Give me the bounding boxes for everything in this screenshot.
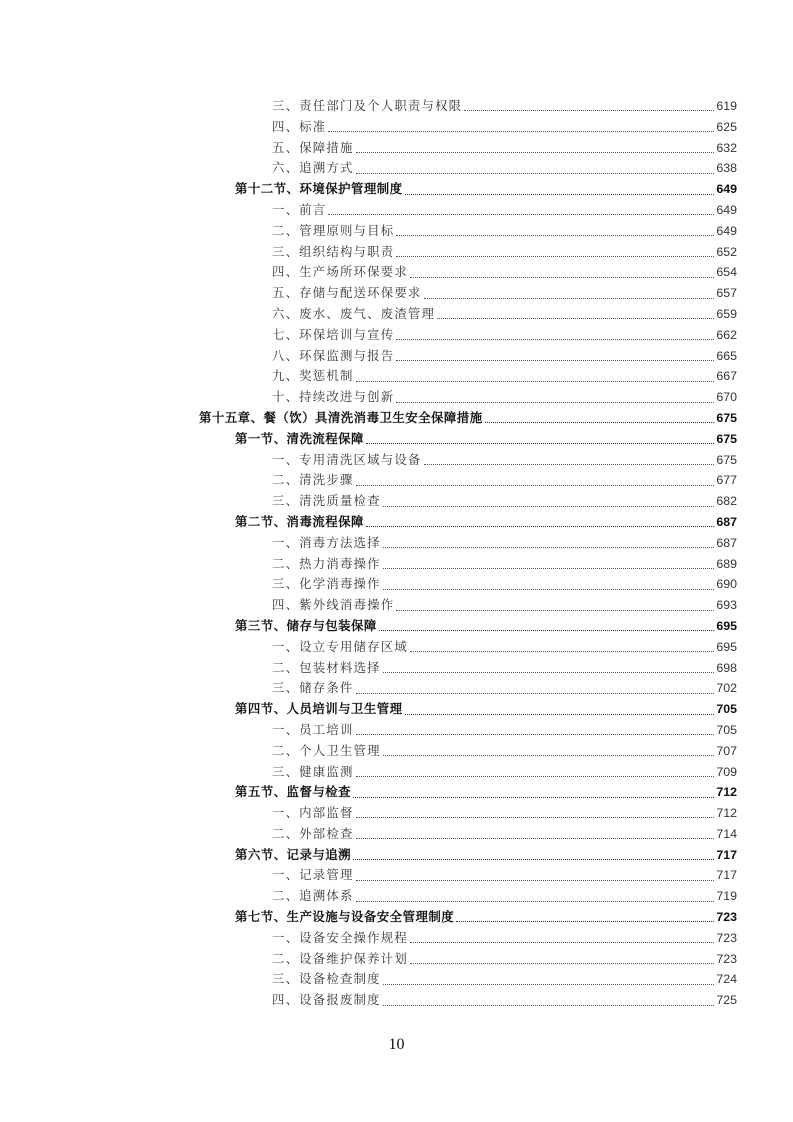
dot-leader [456,921,714,922]
toc-subsection-entry[interactable] [272,325,737,346]
toc-entry-title: 六、废水、废气、废渣管理 [272,305,436,321]
dot-leader [410,277,714,278]
dot-leader [383,589,715,590]
toc-chapter-entry[interactable] [199,408,737,429]
toc-entry-page: 619 [716,99,737,113]
toc-entry-title: 第六节、记录与追溯 [235,846,352,862]
toc-entry-page: 659 [716,306,737,321]
toc-subsection-entry[interactable] [272,969,737,990]
toc-section-entry[interactable] [235,845,737,866]
toc-entry-title: 第十五章、餐（饮）具清洗消毒卫生安全保障措施 [199,409,483,425]
dot-leader [410,651,714,652]
toc-entry-title: 二、管理原则与目标 [272,222,395,238]
toc-subsection-entry[interactable] [272,262,737,283]
toc-section-entry[interactable] [235,512,737,533]
toc-entry-page: 649 [716,202,737,217]
toc-entry-title: 第三节、储存与包装保障 [235,617,377,633]
toc-entry-title: 第一节、清洗流程保障 [235,430,364,446]
toc-entry-page: 714 [716,826,737,841]
toc-entry-page: 687 [716,514,737,529]
toc-entry-title: 第四节、人员培训与卫生管理 [235,701,403,717]
dot-leader [464,110,714,111]
toc-subsection-entry[interactable] [272,741,737,762]
toc-entry-title: 三、清洗质量检查 [272,493,381,509]
toc-subsection-entry[interactable] [272,366,737,387]
toc-subsection-entry[interactable] [272,865,737,886]
toc-subsection-entry[interactable] [272,304,737,325]
toc-entry-title: 一、员工培训 [272,721,354,737]
toc-subsection-entry[interactable] [272,762,737,783]
toc-entry-title: 二、设备维护保养计划 [272,950,408,966]
dot-leader [405,714,715,715]
dot-leader [328,131,714,132]
dot-leader [366,443,714,444]
dot-leader [383,672,715,673]
toc-entry-page: 670 [716,390,737,405]
toc-entry-page: 690 [716,577,737,592]
dot-leader [410,942,714,943]
toc-entry-title: 十、持续改进与创新 [272,389,395,405]
toc-entry-page: 654 [716,265,737,280]
dot-leader [485,422,715,423]
dot-leader [396,610,714,611]
toc-entry-title: 一、内部监督 [272,805,354,821]
toc-subsection-entry[interactable] [272,803,737,824]
toc-entry-title: 一、专用清洗区域与设备 [272,451,422,467]
toc-entry-title: 五、保障措施 [272,139,354,155]
dot-leader [383,568,715,569]
toc-subsection-entry[interactable] [272,928,737,949]
toc-subsection-entry[interactable] [272,533,737,554]
toc-entry-title: 三、储存条件 [272,680,354,696]
dot-leader [356,880,715,881]
toc-subsection-entry[interactable] [272,824,737,845]
toc-subsection-entry[interactable] [272,949,737,970]
toc-entry-title: 三、责任部门及个人职责与权限 [272,98,463,113]
toc-entry-title: 二、外部检查 [272,825,354,841]
toc-entry-page: 649 [716,182,737,197]
toc-entry-page: 719 [716,889,737,904]
toc-entry-page: 712 [716,806,737,821]
toc-subsection-entry[interactable] [272,990,737,1011]
toc-entry-title: 第七节、生产设施与设备安全管理制度 [235,909,455,925]
toc-entry-page: 705 [716,702,737,717]
toc-entry-title: 二、个人卫生管理 [272,742,381,758]
toc-section-entry[interactable] [235,429,737,450]
toc-entry-title: 四、紫外线消毒操作 [272,597,395,613]
dot-leader [356,817,715,818]
toc-subsection-entry[interactable] [272,491,737,512]
toc-entry-page: 702 [716,681,737,696]
toc-entry-title: 七、环保培训与宣传 [272,326,395,342]
dot-leader [356,485,715,486]
toc-entry-page: 667 [716,369,737,384]
dot-leader [356,381,715,382]
toc-entry-page: 632 [716,140,737,155]
dot-leader [396,402,714,403]
dot-leader [383,755,715,756]
toc-entry-page: 723 [716,951,737,966]
toc-subsection-entry[interactable] [272,574,737,595]
toc-entry-title: 一、消毒方法选择 [272,534,381,550]
toc-entry-page: 693 [716,598,737,613]
toc-subsection-entry[interactable] [272,720,737,741]
toc-entry-page: 724 [716,972,737,987]
toc-entry-page: 717 [716,847,737,862]
dot-leader [437,318,714,319]
toc-entry-title: 一、前言 [272,201,327,217]
toc-entry-page: 662 [716,327,737,342]
toc-subsection-entry[interactable] [272,221,737,242]
toc-entry-title: 四、生产场所环保要求 [272,264,408,280]
toc-subsection-entry[interactable] [272,637,737,658]
toc-entry-page: 687 [716,535,737,550]
toc-subsection-entry[interactable] [272,346,737,367]
toc-entry-page: 709 [716,764,737,779]
toc-entry-page: 712 [716,785,737,800]
dot-leader [328,214,714,215]
dot-leader [383,506,715,507]
toc-entry-page: 695 [716,639,737,654]
toc-entry-page: 657 [716,286,737,301]
toc-entry-page: 665 [716,348,737,363]
dot-leader [383,984,715,985]
toc-entry-title: 八、环保监测与报告 [272,347,395,363]
dot-leader [410,963,714,964]
toc-entry-page: 638 [716,161,737,176]
toc-entry-title: 九、奖惩机制 [272,368,354,384]
toc-entry-page: 675 [716,410,737,425]
dot-leader [356,776,715,777]
toc-entry-page: 723 [716,930,737,945]
dot-leader [353,859,714,860]
toc-section-entry[interactable] [235,616,737,637]
toc-entry-title: 一、设备安全操作规程 [272,929,408,945]
toc-subsection-entry[interactable] [272,470,737,491]
toc-section-entry[interactable] [235,179,737,200]
dot-leader [356,152,715,153]
toc-subsection-entry[interactable] [272,96,737,117]
dot-leader [379,630,715,631]
toc-entry-title: 三、健康监测 [272,763,354,779]
toc-entry-title: 二、热力消毒操作 [272,555,381,571]
toc-subsection-entry[interactable] [272,158,737,179]
toc-entry-title: 四、标准 [272,118,327,134]
dot-leader [353,797,714,798]
toc-entry-page: 689 [716,556,737,571]
dot-leader [396,360,714,361]
toc-entry-page: 652 [716,244,737,259]
dot-leader [396,339,714,340]
toc-subsection-entry[interactable] [272,886,737,907]
dot-leader [356,173,715,174]
toc-entry-page: 723 [716,910,737,925]
toc-section-entry[interactable] [235,699,737,720]
toc-entry-page: 625 [716,119,737,134]
toc-subsection-entry[interactable] [272,200,737,221]
dot-leader [424,464,715,465]
dot-leader [356,838,715,839]
dot-leader [356,734,715,735]
toc-subsection-entry[interactable] [272,283,737,304]
toc-subsection-entry[interactable] [272,658,737,679]
toc-entry-page: 698 [716,660,737,675]
toc-subsection-entry[interactable] [272,678,737,699]
toc-entry-title: 第五节、监督与检查 [235,784,352,800]
dot-leader [396,235,714,236]
toc-subsection-entry[interactable] [272,450,737,471]
dot-leader [383,547,715,548]
toc-entry-title: 六、追溯方式 [272,160,354,176]
dot-leader [396,256,714,257]
toc-entry-title: 三、组织结构与职责 [272,243,395,259]
toc-entry-title: 二、包装材料选择 [272,659,381,675]
dot-leader [383,1005,715,1006]
dot-leader [405,194,715,195]
dot-leader [366,526,714,527]
dot-leader [356,693,715,694]
toc-entry-title: 第十二节、环境保护管理制度 [235,181,403,197]
toc-entry-page: 677 [716,473,737,488]
toc-entry-page: 695 [716,618,737,633]
toc-entry-page: 705 [716,722,737,737]
toc-entry-title: 三、化学消毒操作 [272,576,381,592]
toc-entry-page: 675 [716,431,737,446]
toc-entry-title: 二、清洗步骤 [272,472,354,488]
toc-entry-title: 四、设备报废制度 [272,992,381,1008]
toc-subsection-entry[interactable] [272,138,737,159]
toc-section-entry[interactable] [235,782,737,803]
toc-entry-page: 649 [716,223,737,238]
toc-entry-page: 682 [716,494,737,509]
toc-subsection-entry[interactable] [272,595,737,616]
toc-entry-page: 707 [716,743,737,758]
toc-subsection-entry[interactable] [272,387,737,408]
toc-entry-title: 三、设备检查制度 [272,971,381,987]
dot-leader [424,298,715,299]
toc-section-entry[interactable] [235,907,737,928]
toc-entry-page: 675 [716,452,737,467]
toc-entry-title: 一、设立专用储存区域 [272,638,408,654]
toc-entry-page: 725 [716,993,737,1008]
toc-subsection-entry[interactable] [272,117,737,138]
toc-entry-title: 一、记录管理 [272,867,354,883]
toc-entry-page: 717 [716,868,737,883]
page-number: 10 [388,1036,405,1053]
toc-subsection-entry[interactable] [272,554,737,575]
toc-entry-title: 第二节、消毒流程保障 [235,513,364,529]
toc-entry-title: 五、存储与配送环保要求 [272,285,422,301]
toc-subsection-entry[interactable] [272,242,737,263]
dot-leader [356,901,715,902]
table-of-contents [0,96,793,1011]
toc-entry-title: 二、追溯体系 [272,888,354,904]
